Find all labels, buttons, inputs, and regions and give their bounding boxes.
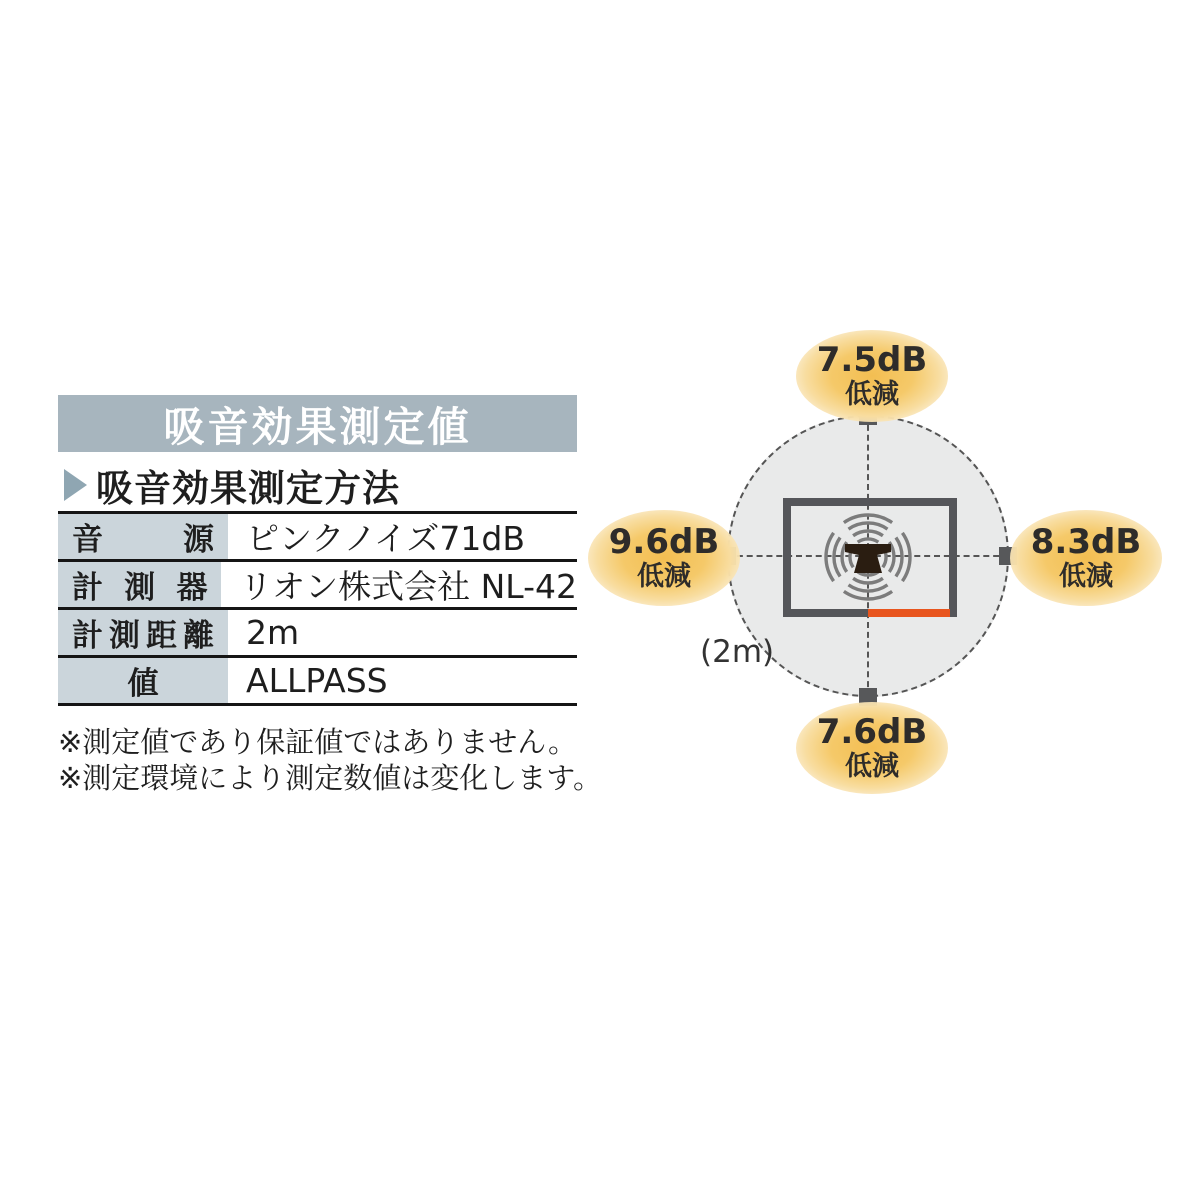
reduction-note: 低減 — [845, 379, 899, 410]
section-title: 吸音効果測定値 — [163, 403, 472, 451]
speaker-horn-shape — [845, 544, 891, 573]
row-label-distance: 計 測 距 離 — [58, 610, 228, 655]
triangle-bullet-icon — [64, 469, 87, 501]
table-row — [58, 562, 577, 610]
reduction-note: 低減 — [1059, 561, 1113, 592]
speaker-icon — [798, 487, 938, 627]
row-label-instrument: 計 測 器 — [58, 562, 221, 607]
measurement-spec-table — [58, 511, 577, 706]
section-header — [58, 395, 577, 452]
distance-annotation: (2m) — [700, 634, 775, 670]
row-value-sound-source: ピンクノイズ71dB — [246, 519, 525, 558]
table-row — [58, 658, 577, 706]
method-heading — [64, 463, 400, 510]
measurement-label-right — [1010, 510, 1162, 606]
reduction-note: 低減 — [845, 751, 899, 782]
row-value-distance: 2m — [246, 613, 300, 652]
db-value: 7.6dB — [816, 712, 928, 752]
measurement-label-top — [796, 330, 948, 422]
db-value: 9.6dB — [608, 522, 720, 562]
row-label-value: 値 — [58, 658, 228, 703]
footnote-line: ※測定値であり保証値ではありません。 — [58, 725, 578, 759]
measurement-label-bottom — [796, 702, 948, 794]
footnote-line: ※測定環境により測定数値は変化します。 — [58, 761, 602, 795]
db-value: 8.3dB — [1030, 522, 1142, 562]
reduction-note: 低減 — [637, 561, 691, 592]
table-row — [58, 610, 577, 658]
table-row — [58, 514, 577, 562]
row-label-sound-source: 音 源 — [58, 514, 228, 559]
measurement-label-left — [588, 510, 740, 606]
row-value-value: ALLPASS — [246, 661, 388, 700]
row-value-instrument: リオン株式会社 NL-42 — [239, 567, 577, 606]
footnotes — [58, 724, 602, 796]
db-value: 7.5dB — [816, 340, 928, 380]
method-heading-label: 吸音効果測定方法 — [96, 467, 400, 510]
